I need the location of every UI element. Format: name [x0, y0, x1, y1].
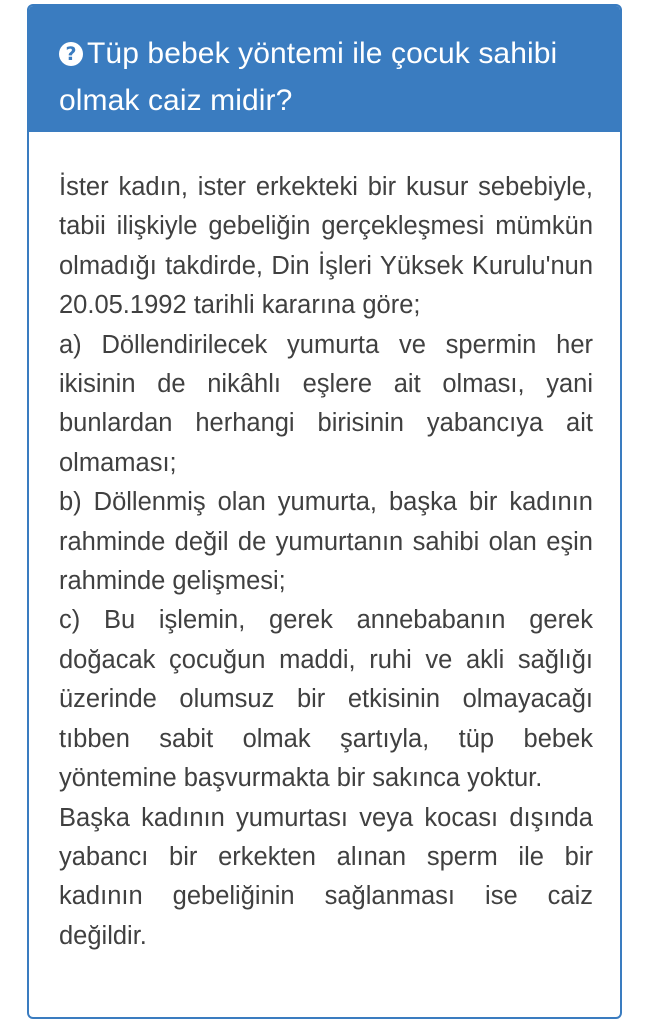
answer-condition-b: b) Döllenmiş olan yumurta, başka bir kadının rahminde değil de yumurtanın sahibi olan eşin rahminde gelişmesi;	[59, 488, 593, 596]
question-circle-icon: ?	[59, 42, 83, 66]
answer-condition-a: a) Döllendirilecek yumurta ve spermin her ikisinin de nikâhlı eşlere ait olması, yani bunlardan herhangi birisinin yabancıya ait olmaması;	[59, 330, 593, 477]
answer-condition-c: c) Bu işlemin, gerek annebabanın gerek doğacak çocuğun maddi, ruhi ve akli sağlığı üzerinde olumsuz bir etkisinin olmayacağı tıbben sabit olmak şartıyla, tüp bebek yöntemine başvurmakta bir sakınca yoktur.	[59, 606, 593, 793]
faq-answer-body	[29, 132, 620, 956]
faq-question-text: Tüp bebek yöntemi ile çocuk sahibi olmak caiz midir?	[59, 37, 558, 117]
answer-paragraph-conclusion: Başka kadının yumurtası veya kocası dışında yabancı bir erkekten alınan sperm ile bir kadının gebeliğinin sağlanması ise caiz değildir.	[59, 803, 593, 950]
answer-paragraph-intro: İster kadın, ister erkekteki bir kusur sebebiyle, tabii ilişkiyle gebeliğin gerçekleşmesi mümkün olmadığı takdirde, Din İşleri Yüksek Kurulu'nun 20.05.1992 tarihli kararına göre;	[59, 173, 593, 320]
faq-card	[27, 4, 622, 1019]
faq-question-header[interactable]	[29, 6, 620, 132]
